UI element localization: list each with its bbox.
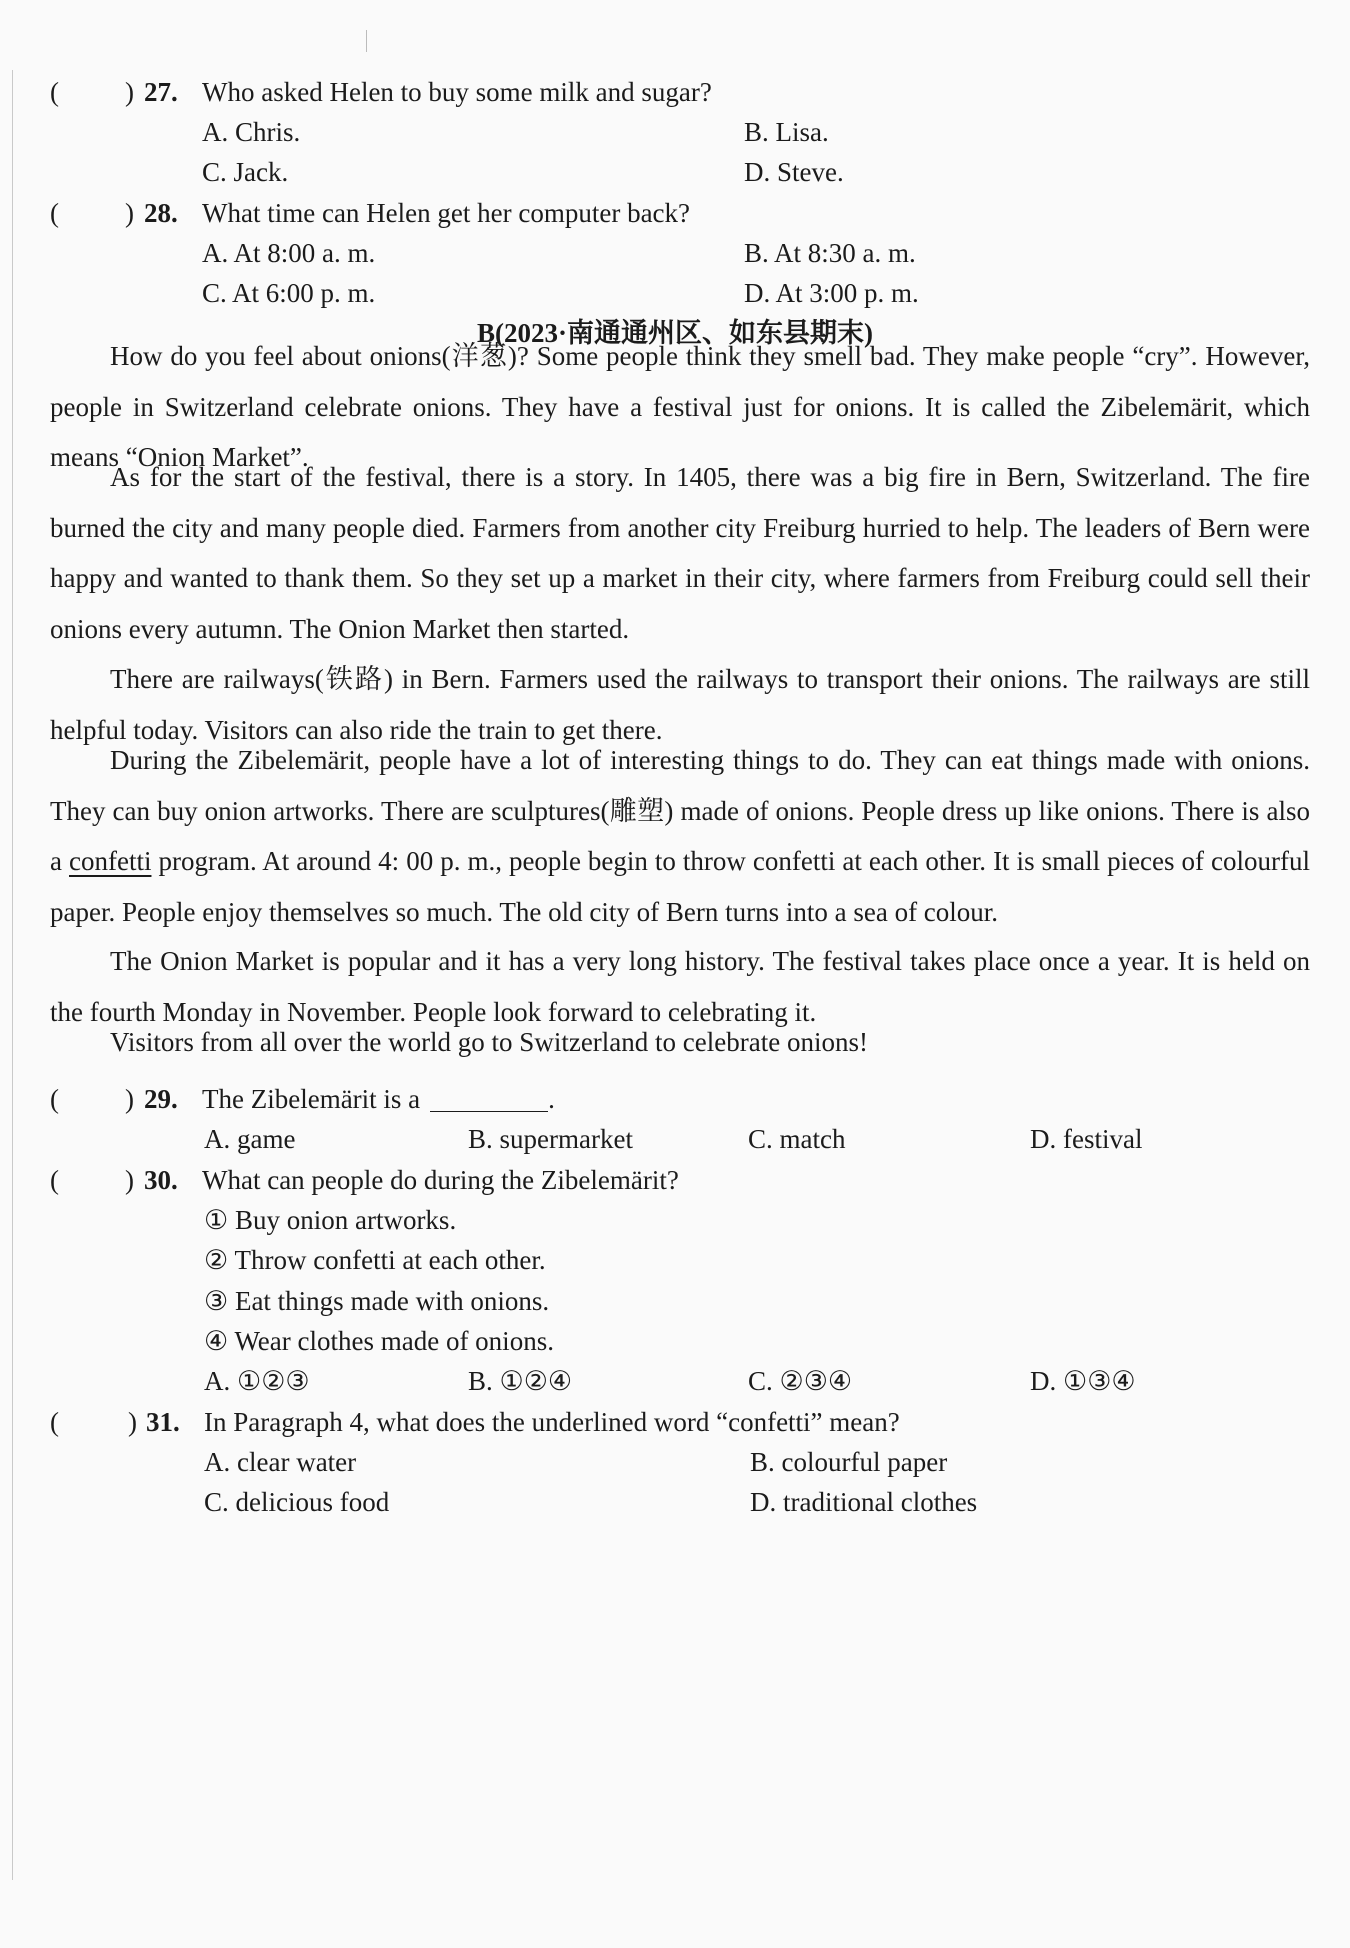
answer-bracket-open[interactable]: (: [50, 1407, 59, 1437]
answer-bracket-close: ): [125, 77, 134, 107]
question-text: Who asked Helen to buy some milk and sugar?: [202, 77, 712, 107]
question-number: 27.: [144, 77, 178, 107]
answer-bracket-close: ): [128, 1407, 137, 1437]
statement-text: ② Throw confetti at each other.: [204, 1245, 546, 1275]
answer-bracket-close: ): [125, 1084, 134, 1114]
option-c: C. At 6:00 p. m.: [202, 278, 376, 308]
option-a: A. Chris.: [202, 117, 301, 147]
option-d: D. At 3:00 p. m.: [744, 278, 919, 308]
answer-blank[interactable]: [430, 1085, 548, 1112]
scan-mark: [366, 30, 367, 52]
option-c: C. ②③④: [748, 1366, 853, 1396]
option-d: D. ①③④: [1030, 1366, 1136, 1396]
passage-paragraph-2: As for the start of the festival, there is a story. In 1405, there was a big fire in Bern, Switzerland. The fire burned the city and many people died. Farmers from another city Freiburg hurried to help. The leaders of Bern were happy and wanted to thank them. So they set up a market in their city, where farmers from Freiburg could sell their onions every autumn. The Onion Market then started.: [50, 462, 1310, 644]
option-b: B. supermarket: [468, 1124, 633, 1154]
option-c: C. delicious food: [204, 1487, 390, 1517]
option-b: B. ①②④: [468, 1366, 573, 1396]
passage-paragraph-6: Visitors from all over the world go to Switzerland to celebrate onions!: [110, 1027, 868, 1057]
answer-bracket-open[interactable]: (: [50, 77, 59, 107]
option-d: D. festival: [1030, 1124, 1143, 1154]
paragraph-text: program. At around 4: 00 p. m., people begin to throw confetti at each other. It is small pieces of colourful paper. People enjoy themselves so much. The old city of Bern turns into a sea of colour.: [50, 846, 1311, 927]
statement-text: ④ Wear clothes made of onions.: [204, 1326, 554, 1356]
option-c: C. match: [748, 1124, 846, 1154]
option-d: D. traditional clothes: [750, 1487, 978, 1517]
question-text: In Paragraph 4, what does the underlined word “confetti” mean?: [204, 1407, 900, 1437]
answer-bracket-close: ): [125, 1165, 134, 1195]
question-text: What can people do during the Zibelemärit?: [202, 1165, 679, 1195]
question-period: .: [548, 1084, 555, 1114]
option-b: B. colourful paper: [750, 1447, 948, 1477]
question-stem: The Zibelemärit is a: [202, 1084, 421, 1114]
question-number: 31.: [146, 1407, 180, 1437]
question-number: 28.: [144, 198, 178, 228]
answer-bracket-close: ): [125, 198, 134, 228]
underlined-word-confetti: confetti: [69, 846, 152, 876]
passage-paragraph-3: There are railways(铁路) in Bern. Farmers used the railways to transport their onions. The railways are still helpful today. Visitors can also ride the train to get there.: [50, 664, 1310, 745]
passage-paragraph-4: [50, 735, 1310, 937]
option-a: A. clear water: [204, 1447, 357, 1477]
answer-bracket-open[interactable]: (: [50, 1084, 59, 1114]
paragraph-text: During the Zibelemärit, people have a lot of interesting things to do. They can eat things made with onions. They can buy onion artworks. There are sculptures(雕塑) made of onions. People dress up like onions. There is also a: [50, 745, 1310, 876]
option-a: A. game: [204, 1124, 296, 1154]
question-number: 29.: [144, 1084, 178, 1114]
answer-bracket-open[interactable]: (: [50, 198, 59, 228]
option-b: B. At 8:30 a. m.: [744, 238, 916, 268]
passage-paragraph-5: The Onion Market is popular and it has a very long history. The festival takes place once a year. It is held on the fourth Monday in November. People look forward to celebrating it.: [50, 946, 1310, 1027]
question-text: [202, 1081, 555, 1117]
option-a: A. At 8:00 a. m.: [202, 238, 376, 268]
option-d: D. Steve.: [744, 157, 844, 187]
option-a: A. ①②③: [204, 1366, 310, 1396]
question-text: What time can Helen get her computer back?: [202, 198, 691, 228]
option-b: B. Lisa.: [744, 117, 829, 147]
section-heading: B(2023·南通通州区、如东县期末): [477, 318, 873, 348]
statement-text: ③ Eat things made with onions.: [204, 1286, 550, 1316]
statement-text: ① Buy onion artworks.: [204, 1205, 457, 1235]
answer-bracket-open[interactable]: (: [50, 1165, 59, 1195]
option-c: C. Jack.: [202, 157, 289, 187]
passage-paragraph-1: How do you feel about onions(洋葱)? Some people think they smell bad. They make people “cry”. However, people in Switzerland celebrate onions. They have a festival just for onions. It is called the Zibelemärit, which means “Onion Market”.: [50, 341, 1310, 472]
question-number: 30.: [144, 1165, 178, 1195]
